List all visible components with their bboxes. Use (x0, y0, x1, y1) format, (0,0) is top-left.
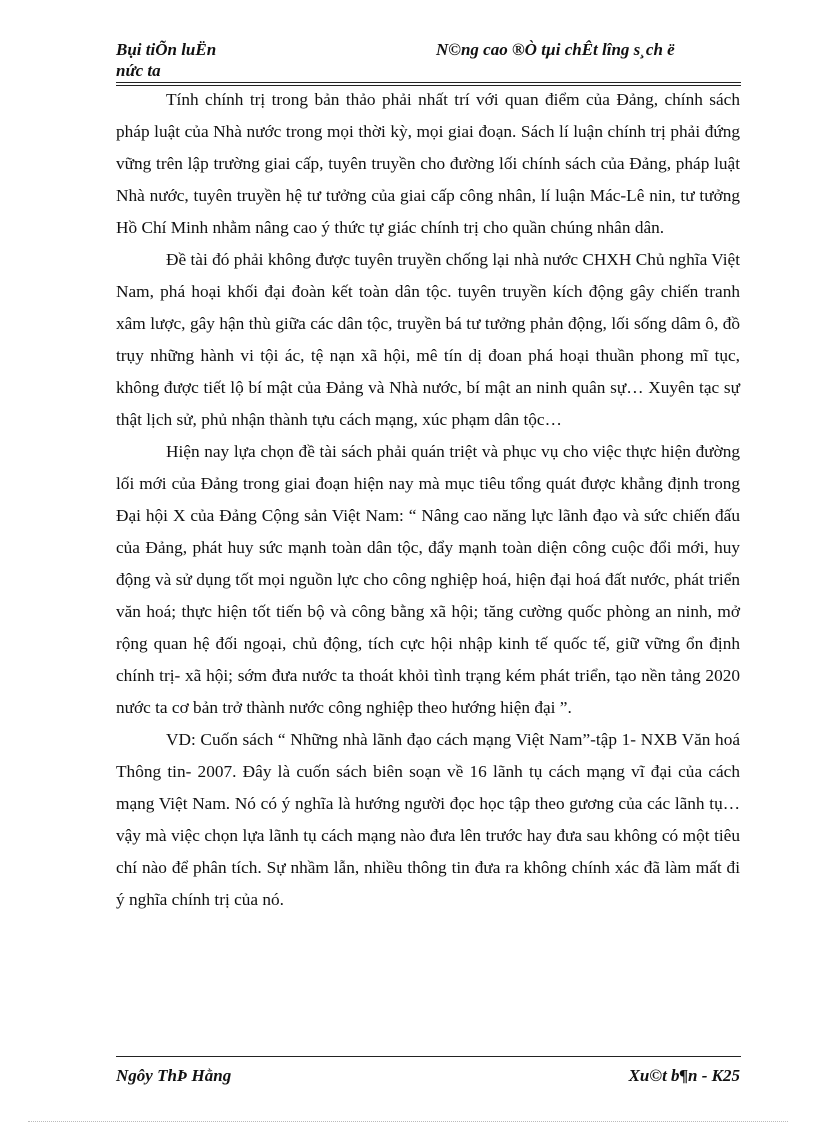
paragraph: Tính chính trị trong bản thảo phải nhất trí với quan điểm của Đảng, chính sách pháp luật của Nhà nước trong mọi thời kỳ, mọi giai đoạn. Sách lí luận chính trị phải đứng vững trên lập trường giai cấp, tuyên truyền cho đường lối chính sách của Đảng, pháp luật Nhà nước, tuyên truyền hệ tư tưởng của giai cấp công nhân, lí luận Mác-Lê nin, tư tưởng Hồ Chí Minh nhằm nâng cao ý thức tự giác chính trị cho quần chúng nhân dân. (116, 90, 740, 237)
page-boundary (28, 1121, 788, 1122)
header-left-line1: Bụi tiÕn luËn (116, 40, 217, 59)
paragraph: Đề tài đó phải không được tuyên truyền chống lại nhà nước CHXH Chủ nghĩa Việt Nam, phá hoại khối đại đoàn kết toàn dân tộc. tuyên truyền kích động gây chiến tranh xâm lược, gây hận thù giữa các dân tộc, truyền bá tư tưởng phản động, lối sống dâm ô, đồ trụy những hành vi tội ác, tệ nạn xã hội, mê tín dị đoan phá hoại thuần phong mĩ tục, không được tiết lộ bí mật của Đảng và Nhà nước, bí mật an ninh quân sự… Xuyên tạc sự thật lịch sử, phủ nhận thành tựu cách mạng, xúc phạm dân tộc… (116, 250, 740, 429)
footer-author: Ngôy ThÞ Hằng (116, 1066, 232, 1085)
header-right-title: N©ng cao ®Ò tµi chÊt lîng s¸ch ë (436, 40, 675, 59)
footer-class: Xu©t b¶n - K25 (628, 1066, 740, 1085)
header-left-line2: nức ta (116, 61, 161, 80)
header-rule (116, 82, 741, 83)
footer-rule (116, 1056, 741, 1057)
body-text (116, 84, 740, 916)
paragraph: VD: Cuốn sách “ Những nhà lãnh đạo cách mạng Việt Nam”-tập 1- NXB Văn hoá Thông tin- 2007. Đây là cuốn sách biên soạn về 16 lãnh tụ cách mạng vĩ đại của cách mạng Việt Nam. Nó có ý nghĩa là hướng người đọc học tập theo gương của các lãnh tụ… vậy mà việc chọn lựa lãnh tụ cách mạng nào đưa lên trước hay đưa sau không có một tiêu chí nào để phân tích. Sự nhầm lẫn, nhiều thông tin đưa ra không chính xác đã làm mất đi ý nghĩa chính trị của nó. (116, 730, 740, 909)
paragraph: Hiện nay lựa chọn đề tài sách phải quán triệt và phục vụ cho việc thực hiện đường lối mới của Đảng trong giai đoạn hiện nay mà mục tiêu tổng quát được khẳng định trong Đại hội X của Đảng Cộng sản Việt Nam: “ Nâng cao năng lực lãnh đạo và sức chiến đấu của Đảng, phát huy sức mạnh toàn dân tộc, đẩy mạnh toàn diện công cuộc đổi mới, huy động và sử dụng tốt mọi nguồn lực cho công nghiệp hoá, hiện đại hoá đất nước, phát triển văn hoá; thực hiện tốt tiến bộ và công bằng xã hội; tăng cường quốc phòng an ninh, mở rộng quan hệ đối ngoại, chủ động, tích cực hội nhập kinh tế quốc tế, giữ vững ổn định chính trị- xã hội; sớm đưa nước ta thoát khỏi tình trạng kém phát triển, tạo nền tảng 2020 nước ta cơ bản trở thành nước công nghiệp theo hướng hiện đại ”. (116, 442, 740, 717)
